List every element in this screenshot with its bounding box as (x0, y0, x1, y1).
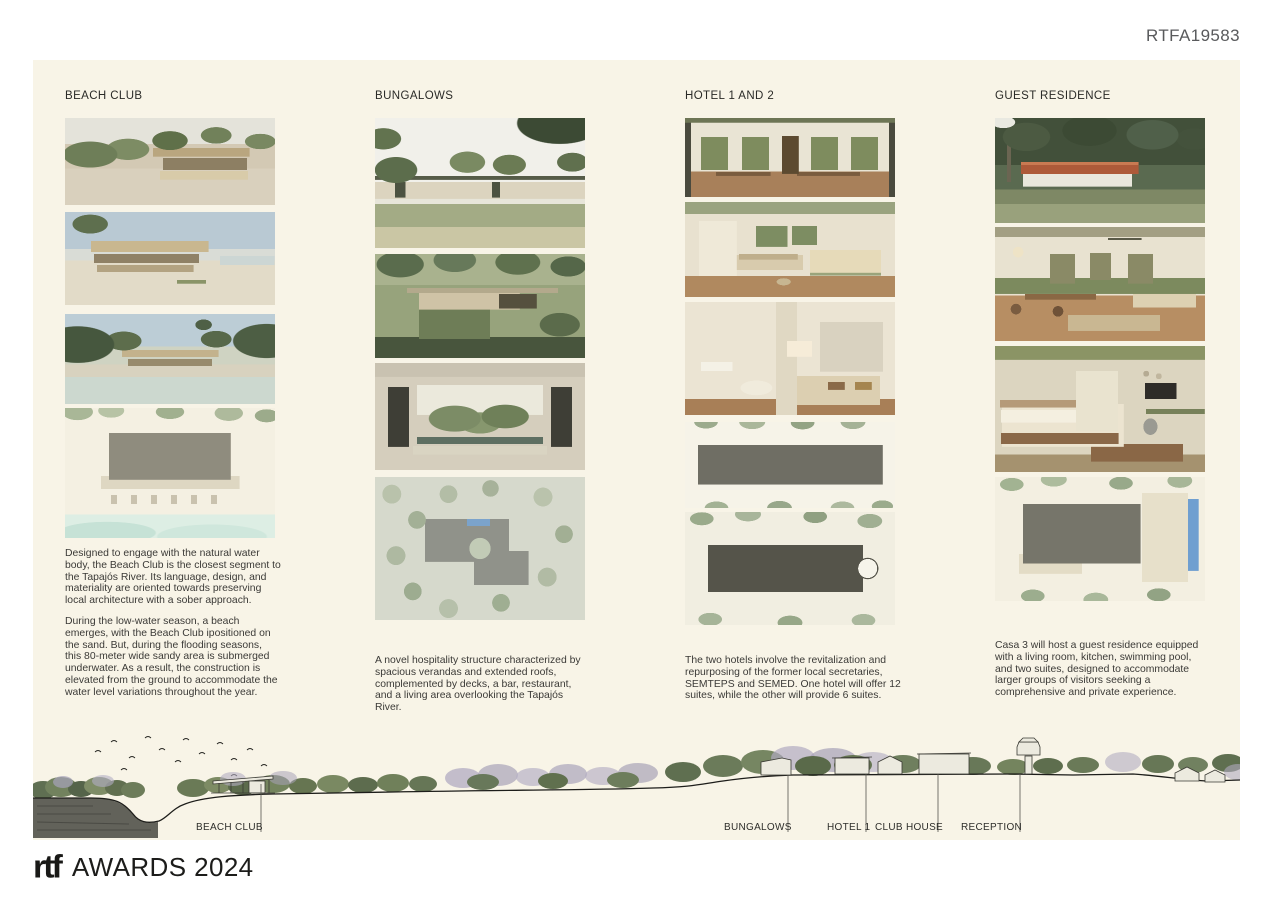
column-title: HOTEL 1 AND 2 (685, 90, 775, 102)
column-bungalows (375, 60, 585, 840)
bungalows-render-3 (375, 363, 585, 470)
submission-code: RTFA19583 (1145, 26, 1240, 45)
water-tower-legs (1025, 756, 1032, 774)
bungalows-render-1 (375, 118, 585, 248)
paragraph: Designed to engage with the natural water body, the Beach Club is the closest segment to the Tapajós River. Its language, design, and materiality are oriented towards preserving local architecture with a sober approach. (65, 548, 281, 607)
column-description (65, 548, 281, 708)
column-description (375, 655, 591, 723)
footer (33, 850, 254, 884)
section-label-bungalows: BUNGALOWS (724, 822, 792, 833)
section-label-reception: RECEPTION (961, 822, 1023, 833)
guest-residence-render-2 (995, 227, 1205, 341)
column-title: BEACH CLUB (65, 90, 143, 102)
hotel-render-1 (685, 118, 895, 197)
guest-residence-render-1 (995, 118, 1205, 223)
river-bank-cut (33, 798, 158, 838)
guest-residence-plan (995, 477, 1205, 601)
section-label-beach-club: BEACH CLUB (196, 822, 263, 833)
house-right-2 (1205, 770, 1225, 782)
section-label-club-house: CLUB HOUSE (875, 822, 944, 833)
reception-building (919, 754, 969, 774)
column-guest-residence (995, 60, 1205, 840)
hotel-plan-2 (685, 512, 895, 625)
hotel-render-3 (685, 302, 895, 415)
bungalows-site-plan (375, 477, 585, 620)
rtf-logo: rtf (33, 848, 60, 886)
paragraph: The two hotels involve the revitalization and repurposing of the former local secretaries, SEMTEPS and SEMED. One hotel will offer 12 suites, while the other will provide 6 suites. (685, 655, 901, 702)
column-hotel-1-and-2 (685, 60, 901, 840)
beach-club-plan (65, 408, 275, 538)
bungalows-render-2 (375, 254, 585, 358)
section-label-hotel-1: HOTEL 1 (827, 822, 871, 833)
paragraph: A novel hospitality structure characterized by spacious verandas and extended roofs, complemented by decks, a bar, restaurant, and a living area overlooking the Tapajós River. (375, 655, 581, 714)
column-beach-club (65, 60, 281, 840)
hotel-render-2 (685, 202, 895, 297)
beach-club-render-3 (65, 314, 275, 404)
beach-club-render-1 (65, 118, 275, 205)
award-title: AWARDS 2024 (71, 851, 254, 882)
column-title: BUNGALOWS (375, 90, 454, 102)
water-tower-tank (1017, 742, 1040, 755)
column-description (995, 640, 1211, 708)
column-title: GUEST RESIDENCE (995, 90, 1111, 102)
paragraph: During the low-water season, a beach emerges, with the Beach Club ipositioned on the sand. But, during the flooding seasons, this 80-meter wide sandy area is submerged underwater. As a result, the construction is elevated from the ground to accommodate the water level variations throughout the year. (65, 615, 278, 698)
beach-club-volume (249, 781, 265, 793)
hotel-1-building (835, 758, 869, 774)
beach-club-render-2 (65, 212, 275, 305)
guest-residence-render-3 (995, 346, 1205, 472)
board (33, 60, 1240, 840)
hotel-plan-1 (685, 422, 895, 508)
tree-band (33, 746, 1240, 799)
paragraph: Casa 3 will host a guest residence equipped with a living room, kitchen, swimming pool, and two suites, designed to accommodate larger groups of visitors seeking a comprehensive and private experience. (995, 640, 1199, 699)
column-description (685, 655, 901, 711)
birds (95, 737, 267, 777)
